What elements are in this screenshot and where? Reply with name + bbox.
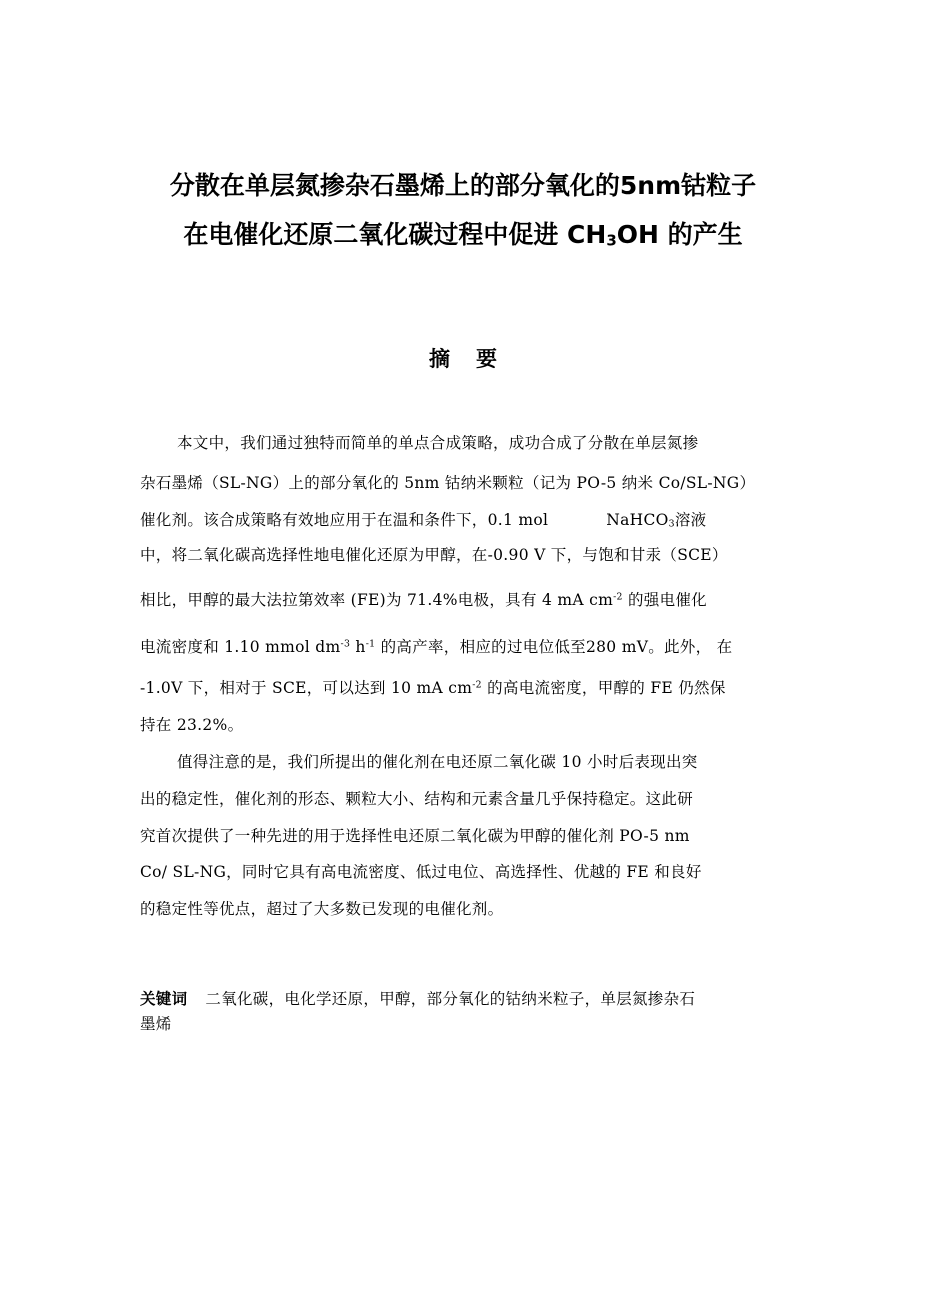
abstract-superscript: -3: [340, 638, 351, 650]
abstract-text: 电流密度和 1.10 mmol dm: [140, 638, 341, 656]
abstract-subscript: 3: [668, 518, 675, 530]
title-line-2-end: OH 的产生: [616, 220, 743, 249]
keywords-line: [140, 988, 695, 1010]
abstract-superscript: -1: [365, 638, 376, 650]
abstract-line: 本文中，我们通过独特而简单的单点合成策略，成功合成了分散在单层氮掺: [177, 434, 699, 452]
abstract-superscript: -2: [472, 679, 482, 691]
abstract-text: -1.0V 下，相对于 SCE，可以达到 10 mA cm: [140, 679, 473, 697]
abstract-text: 溶液: [674, 511, 707, 529]
abstract-text: 的强电催化: [622, 591, 707, 609]
title-line-1: 分散在单层氮掺杂石墨烯上的部分氧化的5nm钴粒子: [169, 171, 757, 200]
title-line-2: [100, 219, 826, 256]
abstract-line: [140, 509, 706, 535]
keywords-text: 二氧化碳，电化学还原，甲醇，部分氧化的钴纳米粒子，单层氮掺杂石: [205, 990, 696, 1008]
abstract-text: 相比，甲醇的最大法拉第效率 (FE)为 71.4%电极，具有 4 mA cm: [140, 591, 614, 609]
abstract-line: 出的稳定性，催化剂的形态、颗粒大小、结构和元素含量几乎保持稳定。这此研: [140, 790, 694, 808]
title-line-2-text: 在电催化还原二氧化碳过程中促进 CH: [183, 220, 607, 249]
abstract-text: h: [350, 638, 366, 656]
abstract-line: 持在 23.2%。: [140, 716, 244, 734]
title-subscript: 3: [606, 231, 617, 250]
abstract-line: [140, 589, 707, 611]
abstract-line: [140, 677, 726, 699]
abstract-heading: 摘要: [429, 347, 523, 371]
abstract-line: Co/ SL-NG，同时它具有高电流密度、低过电位、高选择性、优越的 FE 和良好: [140, 863, 702, 881]
abstract-superscript: -2: [613, 591, 623, 603]
abstract-text: 的高电流密度，甲醇的 FE 仍然保: [481, 679, 726, 697]
abstract-line: 值得注意的是，我们所提出的催化剂在电还原二氧化碳 10 小时后表现出突: [177, 753, 698, 771]
abstract-line: 杂石墨烯（SL-NG）上的部分氧化的 5nm 钴纳米颗粒（记为 PO-5 纳米 Co/SL-NG）: [140, 474, 756, 492]
abstract-text: 催化剂。该合成策略有效地应用于在温和条件下，0.1 mol: [140, 511, 549, 529]
abstract-line: 中，将二氧化碳高选择性地电催化还原为甲醇，在-0.90 V 下，与饱和甘汞（SCE）: [140, 546, 728, 564]
abstract-text: 的高产率，相应的过电位低至280 mV。此外， 在: [375, 638, 733, 656]
keywords-label: 关键词: [140, 990, 188, 1008]
abstract-line: [140, 636, 732, 658]
abstract-line: 的稳定性等优点，超过了大多数已发现的电催化剂。: [140, 900, 504, 918]
abstract-text: NaHCO: [606, 511, 669, 529]
abstract-line: 究首次提供了一种先进的用于选择性电还原二氧化碳为甲醇的催化剂 PO-5 nm: [140, 827, 690, 845]
keywords-line: 墨烯: [140, 1015, 172, 1033]
